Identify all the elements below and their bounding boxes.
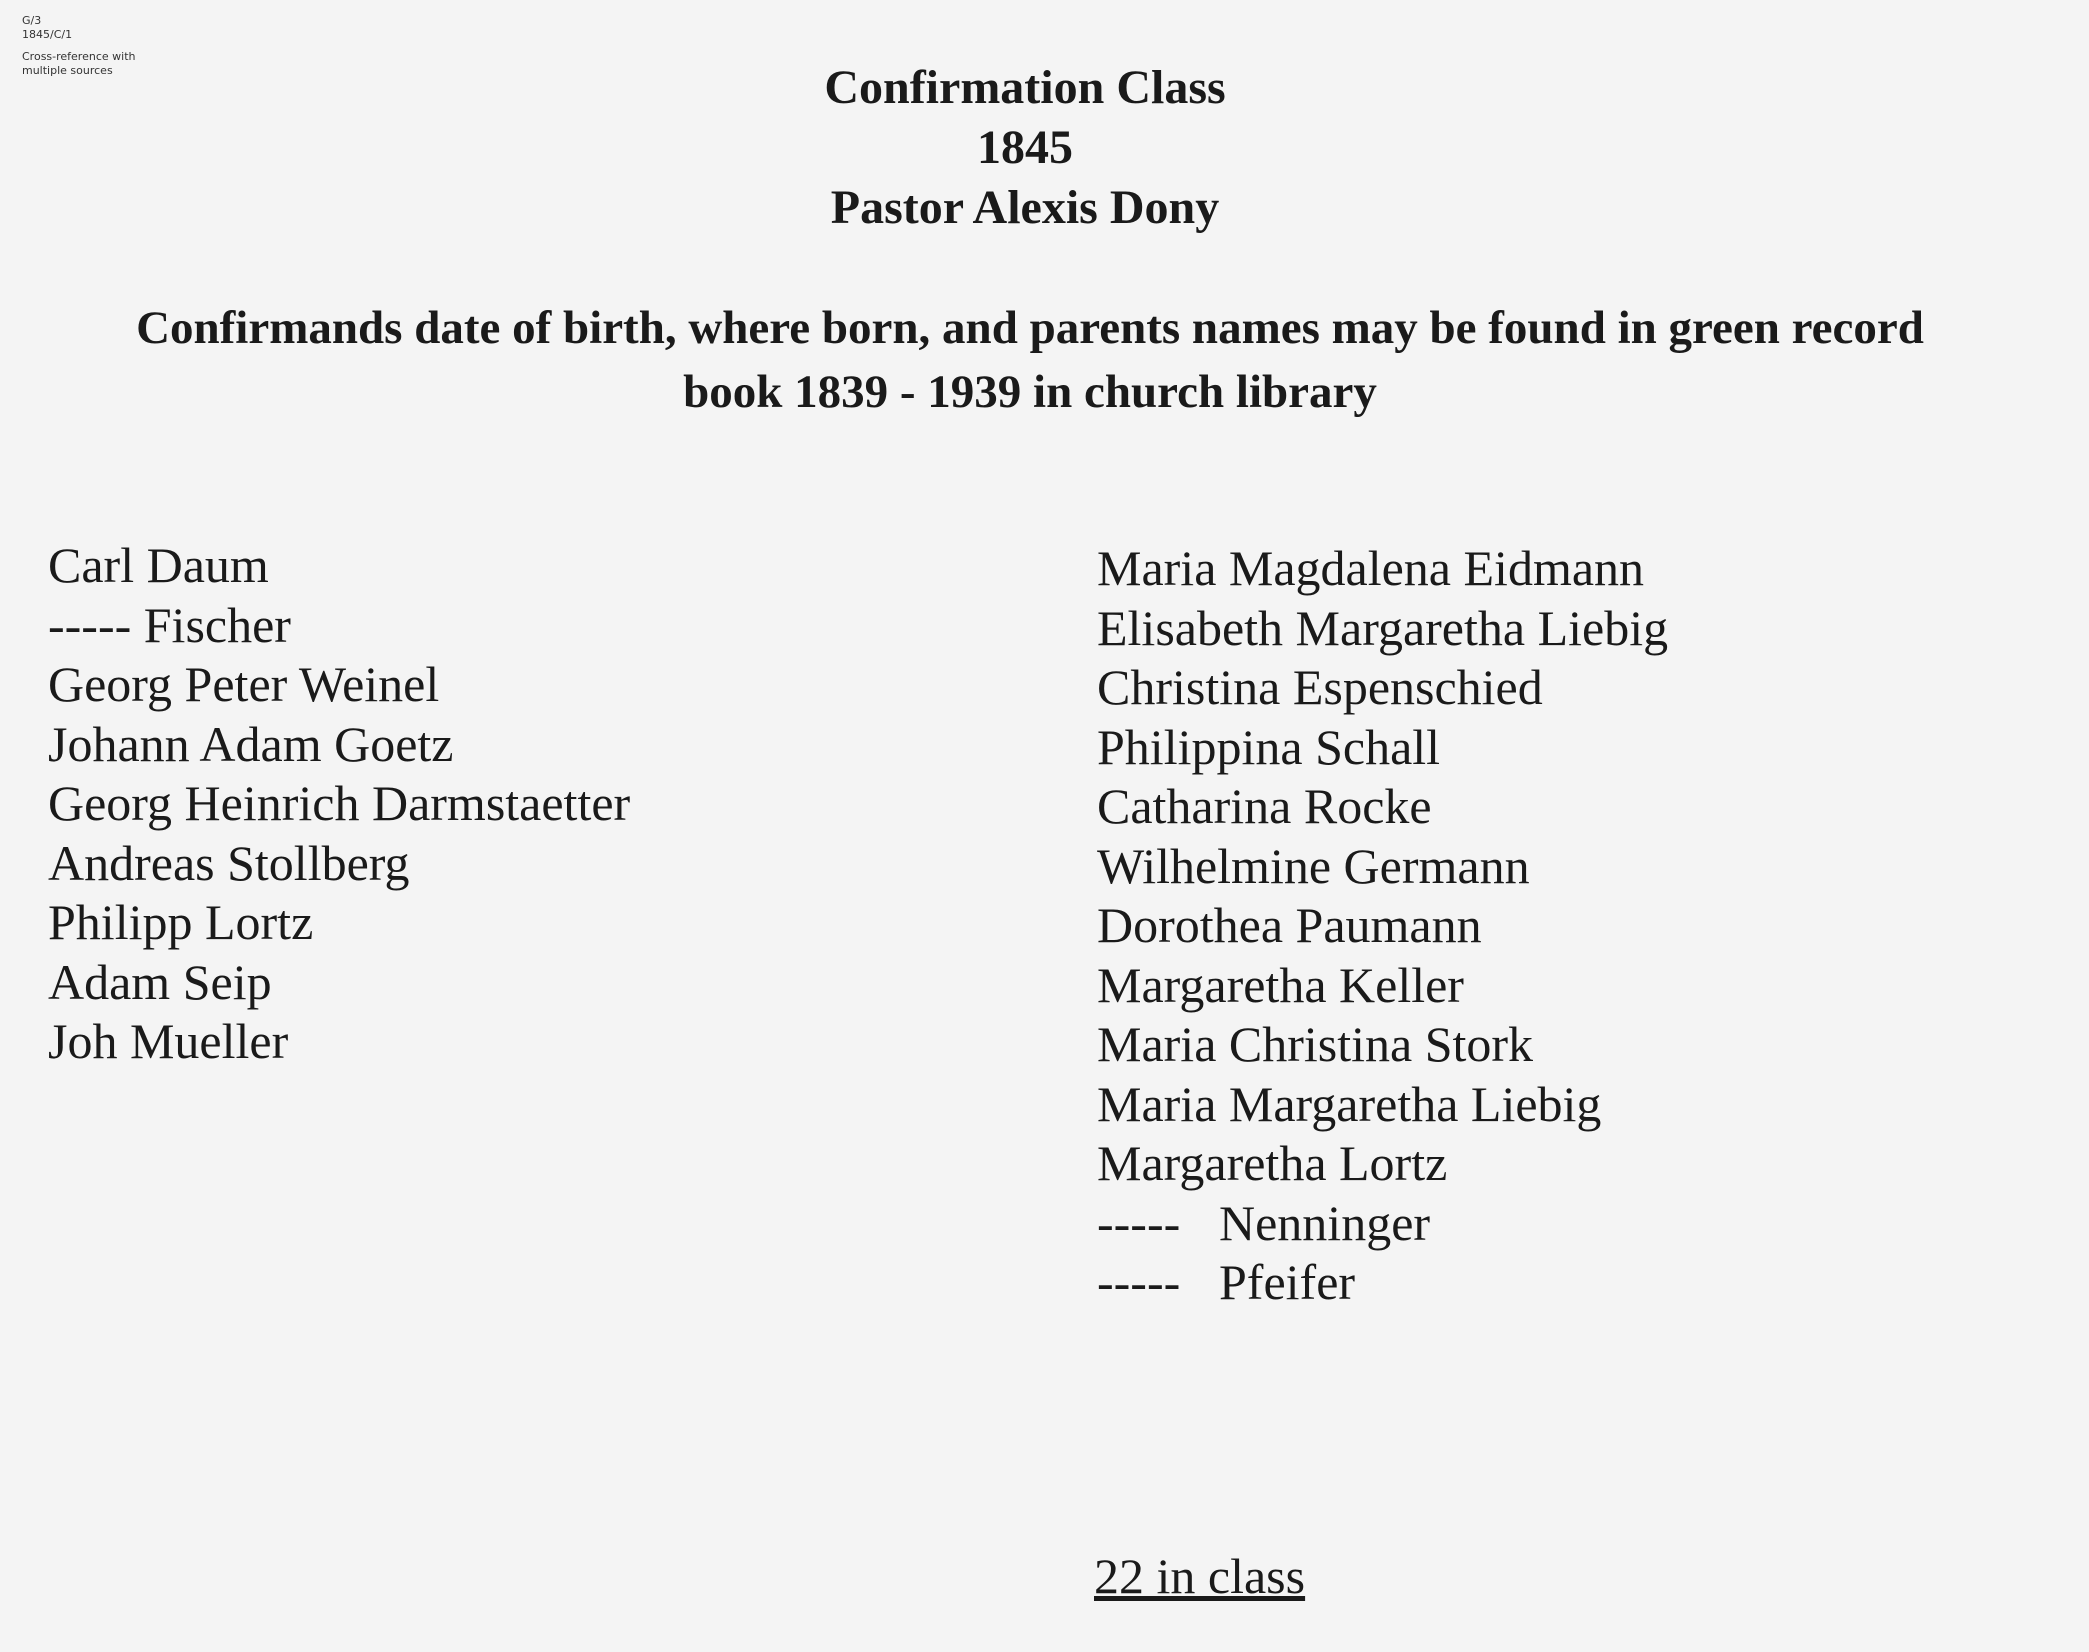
- document-title: [0, 58, 2050, 238]
- confirmand-name: Maria Margaretha Liebig: [1097, 1075, 1602, 1132]
- class-count: 22 in class: [1094, 1548, 1306, 1604]
- confirmand-name: Georg Heinrich Darmstaetter: [48, 775, 631, 831]
- unknown-first-name-dash: -----: [1097, 1254, 1181, 1310]
- confirmand-name: Christina Espenschied: [1097, 659, 1543, 715]
- confirmand-name: Joh Mueller: [48, 1013, 289, 1069]
- confirmand-name: Elisabeth Margaretha Liebig: [1097, 599, 1669, 656]
- surname: Pfeifer: [1219, 1254, 1356, 1310]
- confirmand-name: Philipp Lortz: [48, 894, 314, 950]
- notice-line: book 1839 - 1939 in church library: [683, 366, 1377, 418]
- confirmand-name: Margaretha Keller: [1097, 956, 1464, 1013]
- confirmand-name: Maria Christina Stork: [1097, 1016, 1534, 1072]
- confirmand-name: Andreas Stollberg: [48, 834, 410, 891]
- confirmand-name: Catharina Rocke: [1097, 778, 1432, 834]
- title-heading: Confirmation Class: [824, 61, 1226, 114]
- confirmand-name: [1097, 1194, 1668, 1254]
- unknown-first-name-dash: -----: [1097, 1194, 1181, 1251]
- title-year: 1845: [977, 121, 1073, 174]
- title-pastor: Pastor Alexis Dony: [830, 181, 1220, 234]
- record-notice: [40, 296, 2020, 424]
- confirmand-name: Margaretha Lortz: [1097, 1135, 1448, 1191]
- confirmand-name: [1097, 1253, 1668, 1313]
- confirmand-list-left: [48, 536, 630, 1072]
- confirmand-name: Philippina Schall: [1097, 718, 1441, 775]
- confirmand-name: Johann Adam Goetz: [48, 715, 454, 772]
- confirmand-name: Adam Seip: [48, 953, 272, 1010]
- reference-text: multiple sources: [22, 64, 113, 77]
- reference-code: 1845/C/1: [22, 28, 73, 41]
- reference-text: Cross-reference with: [22, 50, 136, 63]
- confirmand-name: ----- Fischer: [48, 596, 291, 653]
- confirmand-name: Carl Daum: [48, 537, 269, 593]
- confirmand-name: Dorothea Paumann: [1097, 897, 1482, 953]
- reference-code: G/3: [22, 14, 42, 27]
- surname: Nenninger: [1219, 1194, 1431, 1251]
- confirmand-name: Maria Magdalena Eidmann: [1097, 540, 1645, 596]
- notice-line: Confirmands date of birth, where born, and parents names may be found in green record: [136, 302, 1924, 354]
- confirmand-name: Georg Peter Weinel: [48, 656, 440, 712]
- confirmand-list-right: [1097, 539, 1668, 1313]
- confirmand-name: Wilhelmine Germann: [1097, 837, 1530, 894]
